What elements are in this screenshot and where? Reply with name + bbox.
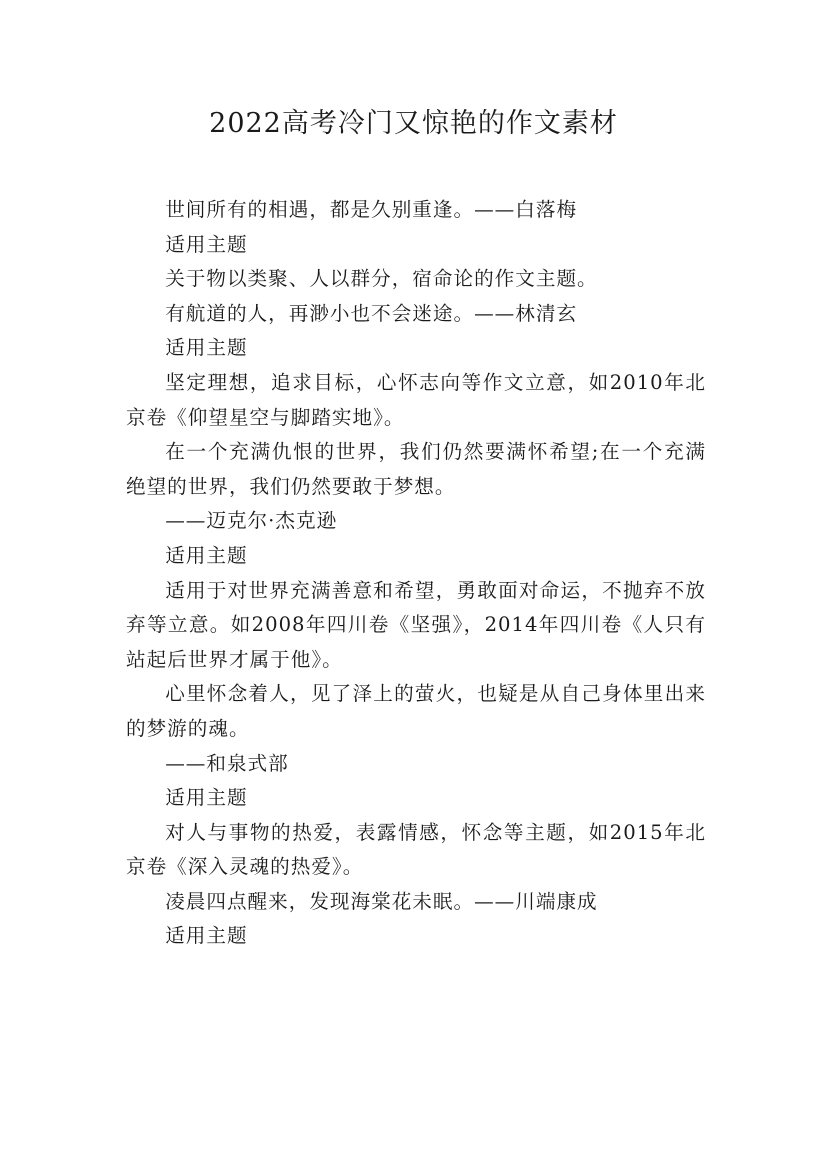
paragraph-theme-description: 对人与事物的热爱，表露情感，怀念等主题，如2015年北京卷《深入灵魂的热爱》。 [126,820,706,879]
document-title: 2022高考冷门又惊艳的作文素材 [209,108,618,139]
paragraph-theme-heading: 适用主题 [165,924,248,948]
document-body [126,193,706,954]
paragraph-quote-author: ——迈克尔·杰克逊 [165,509,338,533]
paragraph-theme-heading: 适用主题 [165,232,248,256]
paragraph-theme-description: 适用于对世界充满善意和希望，勇敢面对命运，不抛弃不放弃等立意。如2008年四川卷《坚强》，2014年四川卷《人只有站起后世界才属于他》。 [126,578,706,671]
paragraph-quote-bai-luomei: 世间所有的相遇，都是久别重逢。——白落梅 [165,198,578,221]
paragraph-quote-text: 在一个充满仇恨的世界，我们仍然要满怀希望;在一个充满绝望的世界，我们仍然要敢于梦想。 [126,440,706,498]
paragraph-theme-heading: 适用主题 [165,336,248,360]
paragraph-theme-description: 坚定理想，追求目标，心怀志向等作文立意，如2010年北京卷《仰望星空与脚踏实地》。 [126,370,706,429]
paragraph-theme-description: 关于物以类聚、人以群分，宿命论的作文主题。 [165,267,598,291]
paragraph-theme-heading: 适用主题 [165,543,248,567]
paragraph-theme-heading: 适用主题 [165,786,248,810]
paragraph-quote-text: 心里怀念着人，见了泽上的萤火，也疑是从自己身体里出来的梦游的魂。 [126,682,706,740]
paragraph-quote-lin-qingxuan: 有航道的人，再渺小也不会迷途。——林清玄 [165,301,578,325]
paragraph-quote-author: ——和泉式部 [165,751,289,775]
paragraph-quote-kawabata: 凌晨四点醒来，发现海棠花未眠。——川端康成 [165,889,598,913]
